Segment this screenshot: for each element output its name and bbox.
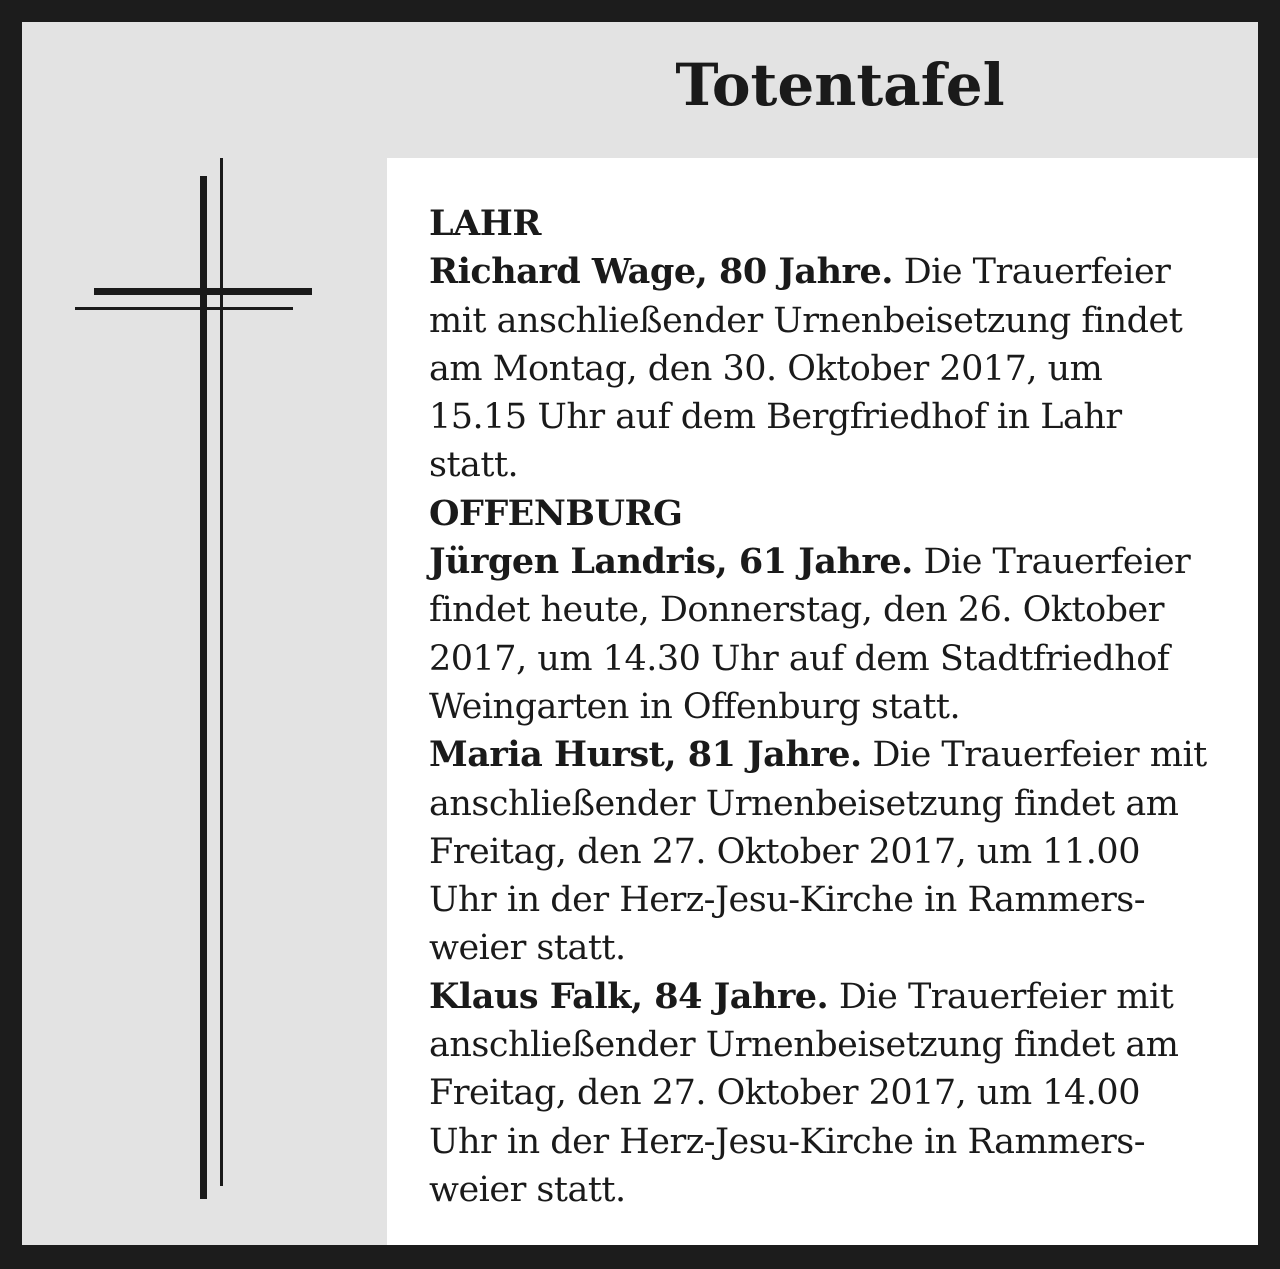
obituary-text-fragment: 2017, um 14.30 Uhr auf dem Stadtfriedhof xyxy=(429,638,1170,679)
obituary-text-fragment: Die Trauerfeier mit xyxy=(861,735,1207,776)
obituary-text xyxy=(429,200,1238,1214)
obituary-line xyxy=(429,876,1238,924)
obituary-text-fragment: Freitag, den 27. Oktober 2017, um 14.00 xyxy=(429,1073,1140,1114)
deceased-name-age: Maria Hurst, 81 Jahre. xyxy=(429,734,862,776)
obituary-line xyxy=(429,1021,1238,1069)
obituary-line xyxy=(429,248,1238,296)
obituary-line xyxy=(429,780,1238,828)
obituary-text-fragment: 15.15 Uhr auf dem Bergfriedhof in Lahr xyxy=(429,397,1122,438)
deceased-name-age: Klaus Falk, 84 Jahre. xyxy=(429,975,829,1017)
obituary-text-fragment: Freitag, den 27. Oktober 2017, um 11.00 xyxy=(429,831,1140,872)
obituary-text-fragment: statt. xyxy=(429,445,519,486)
page-title: Totentafel xyxy=(675,51,1005,119)
obituary-text-fragment: anschließender Urnenbeisetzung findet am xyxy=(429,1025,1179,1066)
obituary-text-fragment: weier statt. xyxy=(429,928,626,969)
obituary-line xyxy=(429,683,1238,731)
obituary-text-fragment: anschließender Urnenbeisetzung findet am xyxy=(429,783,1179,824)
obituary-line xyxy=(429,924,1238,972)
obituary-text-fragment: Weingarten in Offenburg statt. xyxy=(429,686,961,727)
obituary-text-fragment: Uhr in der Herz-Jesu-Kirche in Rammers- xyxy=(429,880,1146,921)
obituary-line xyxy=(429,441,1238,489)
obituary-line xyxy=(429,635,1238,683)
obituary-line xyxy=(429,828,1238,876)
obituary-line xyxy=(429,538,1238,586)
notice-panel xyxy=(22,22,1258,1245)
obituary-text-fragment: Die Trauerfeier xyxy=(892,252,1171,293)
cross-icon xyxy=(22,22,382,1245)
obituary-line xyxy=(429,1166,1238,1214)
obituary-line xyxy=(429,297,1238,345)
deceased-name-age: Richard Wage, 80 Jahre. xyxy=(429,251,893,293)
place-heading: OFFENBURG xyxy=(429,492,683,534)
obituary-line xyxy=(429,1118,1238,1166)
place-heading: LAHR xyxy=(429,203,541,244)
obituary-list xyxy=(387,158,1258,1245)
obituary-line xyxy=(429,345,1238,393)
obituary-line xyxy=(429,973,1238,1021)
obituary-text-fragment: am Montag, den 30. Oktober 2017, um xyxy=(429,348,1103,389)
obituary-text-fragment: weier statt. xyxy=(429,1169,626,1210)
obituary-text-fragment: Die Trauerfeier xyxy=(912,542,1191,583)
obituary-text-fragment: mit anschließender Urnenbeisetzung findet xyxy=(429,300,1183,341)
obituary-text-fragment: Die Trauerfeier mit xyxy=(828,976,1174,1017)
obituary-text-fragment: findet heute, Donnerstag, den 26. Oktober xyxy=(429,590,1164,631)
obituary-line xyxy=(429,393,1238,441)
obituary-line xyxy=(429,586,1238,634)
obituary-line xyxy=(429,731,1238,779)
deceased-name-age: Jürgen Landris, 61 Jahre. xyxy=(429,541,913,583)
obituary-line xyxy=(429,1069,1238,1117)
obituary-text-fragment: Uhr in der Herz-Jesu-Kirche in Rammers- xyxy=(429,1121,1146,1162)
